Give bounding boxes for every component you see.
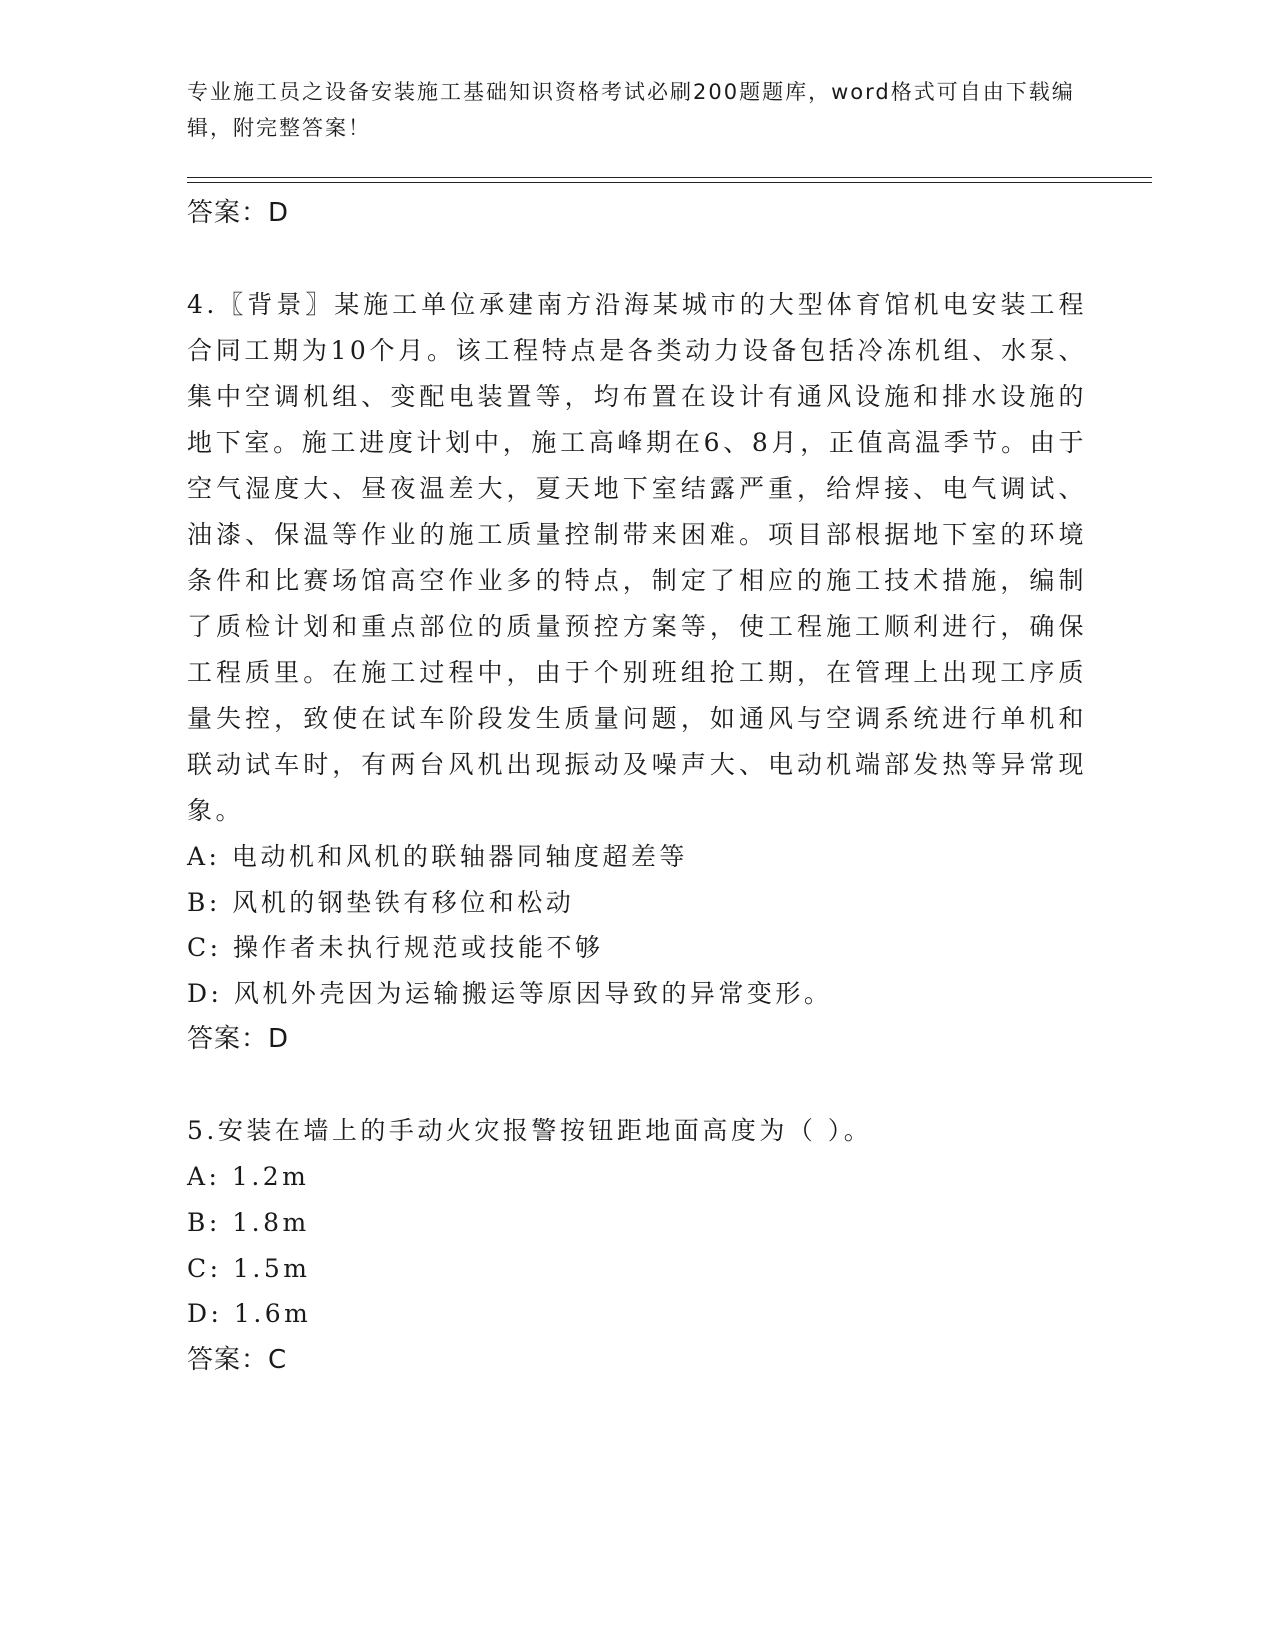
header-rule-bottom bbox=[187, 182, 1152, 183]
option-c: C: 操作者未执行规范或技能不够 bbox=[187, 933, 604, 963]
option-a: A: 1.2m bbox=[187, 1162, 310, 1192]
answer: 答案：C bbox=[187, 1344, 288, 1375]
question-4 bbox=[187, 282, 1087, 1062]
question-5 bbox=[187, 1108, 1087, 1382]
option-c: C: 1.5m bbox=[187, 1253, 311, 1283]
question-stem: 4.〖背景〗某施工单位承建南方沿海某城市的大型体育馆机电安装工程合同工期为10个月。该工程特点是各类动力设备包括冷冻机组、水泵、集中空调机组、变配电装置等，均布置在设计有通风设施和排水设施的地下室。施工进度计划中，施工高峰期在6、8月，正值高温季节。由于空气湿度大、昼夜温差大，夏天地下室结露严重，给焊接、电气调试、油漆、保温等作业的施工质量控制带来困难。项目部根据地下室的环境条件和比赛场馆高空作业多的特点，制定了相应的施工技术措施，编制了质检计划和重点部位的质量预控方案等，使工程施工顺利进行，确保工程质里。在施工过程中，由于个别班组抢工期，在管理上出现工序质量失控，致使在试车阶段发生质量问题，如通风与空调系统进行单机和联动试车时，有两台风机出现振动及噪声大、电动机端部发热等异常现象。 bbox=[187, 290, 1087, 825]
option-b: B: 1.8m bbox=[187, 1207, 310, 1237]
option-a: A: 电动机和风机的联轴器同轴度超差等 bbox=[187, 842, 688, 871]
document-header: 专业施工员之设备安装施工基础知识资格考试必刷200题题库，word格式可自由下载编辑，附完整答案！ bbox=[187, 80, 1075, 140]
header-rule-top bbox=[187, 177, 1152, 178]
option-d: D: 1.6m bbox=[187, 1299, 312, 1329]
option-d: D: 风机外壳因为运输搬运等原因导致的异常变形。 bbox=[187, 978, 833, 1008]
question-stem: 5.安装在墙上的手动火灾报警按钮距地面高度为（ ）。 bbox=[187, 1116, 873, 1146]
spacer bbox=[187, 236, 1087, 282]
page-content bbox=[187, 190, 1087, 1383]
previous-answer: 答案：D bbox=[187, 198, 290, 228]
option-b: B: 风机的钢垫铁有移位和松动 bbox=[187, 887, 575, 917]
spacer bbox=[187, 1062, 1087, 1108]
answer: 答案：D bbox=[187, 1024, 290, 1055]
